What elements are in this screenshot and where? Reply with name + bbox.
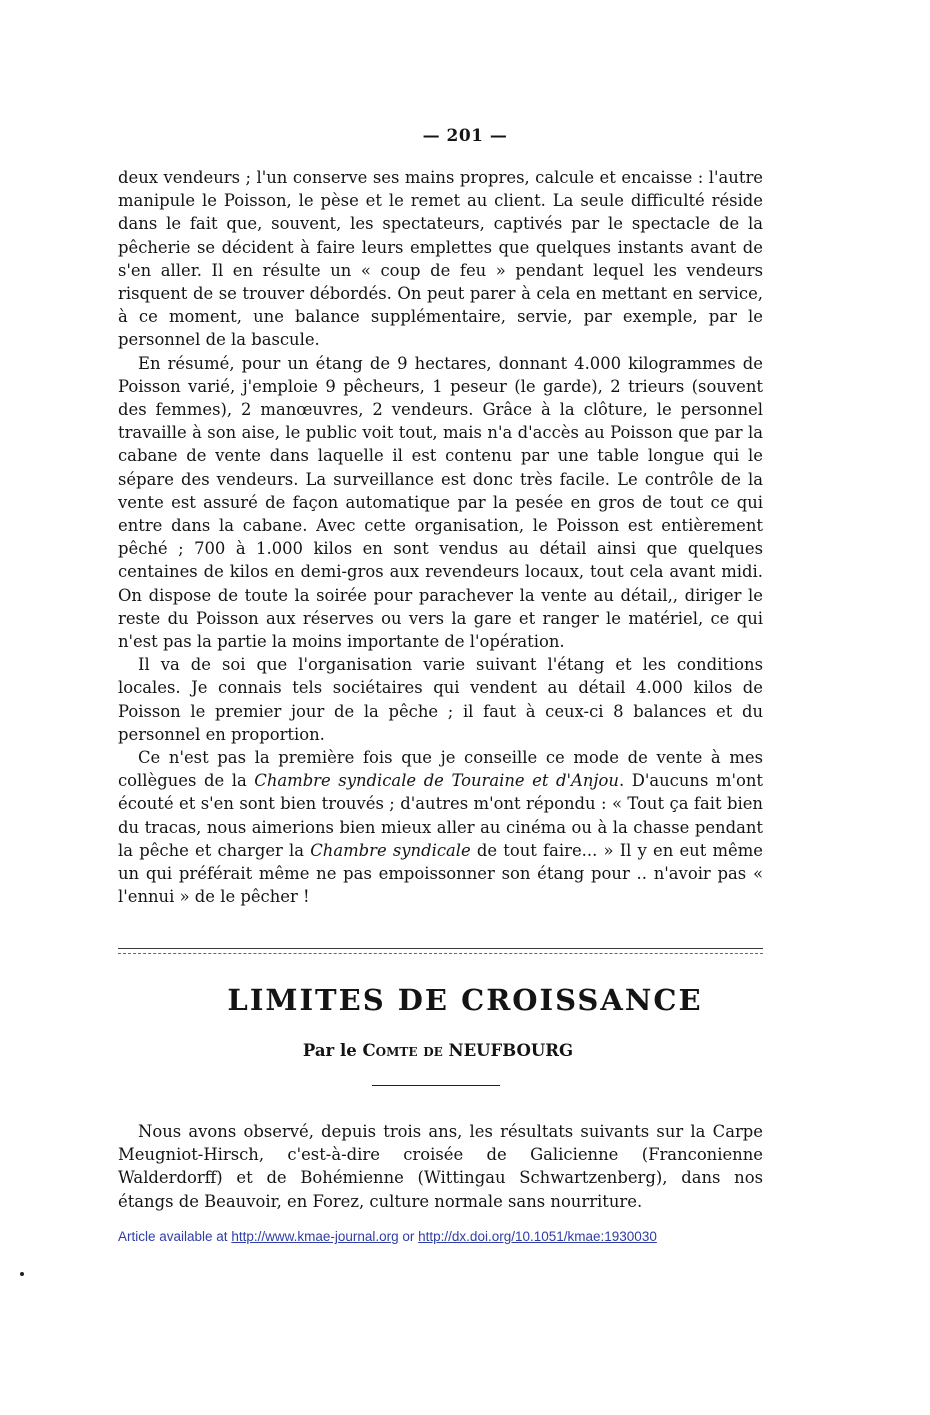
paragraph-1: deux vendeurs ; l'un conserve ses mains propres, calcule et encaisse : l'autre manipule le Poisson, le pèse et le remet au client. La seule difficulté réside dans le fait que, souvent, les spectateurs, captivés par le spectacle de la pêcherie se décident à faire leurs emplettes que quelques instants avant de s'en aller. Il en résulte un « coup de feu » pendant lequel les vendeurs risquent de se trouver débordés. On peut parer à cela en mettant en service, à ce moment, une balance supplémentaire, servie, par exemple, par le personnel de la bascule. xyxy=(118,168,763,350)
article-byline xyxy=(0,1041,876,1060)
section-separator-dashed xyxy=(118,953,763,954)
title-rule xyxy=(372,1085,500,1086)
body-text xyxy=(118,166,763,909)
scan-mark xyxy=(20,1272,24,1276)
chambre-syndicale-short: Chambre syndicale xyxy=(310,840,471,860)
page-number: — 201 — xyxy=(422,126,508,146)
article-title: LIMITES DE CROISSANCE xyxy=(227,983,703,1017)
doi-link[interactable]: http://dx.doi.org/10.1051/kmae:1930030 xyxy=(418,1229,657,1244)
paragraph-4-text-c: de tout faire... » Il y en eut même un qui préférait même ne pas empoissonner son étang pour .. n'avoir pas « l'ennui » de le pêcher ! xyxy=(118,840,763,907)
footer-note xyxy=(118,1229,657,1244)
byline-prefix: Par le xyxy=(302,1041,363,1060)
section-separator xyxy=(118,948,763,949)
footer-middle: or xyxy=(398,1229,419,1244)
paragraph-4-text-a: Ce n'est pas la première fois que je conseille ce mode de vente à mes collègues de la xyxy=(118,748,763,791)
journal-link[interactable]: http://www.kmae-journal.org xyxy=(231,1229,399,1244)
paragraph-2: En résumé, pour un étang de 9 hectares, donnant 4.000 kilogrammes de Poisson varié, j'emploie 9 pêcheurs, 1 peseur (le garde), 2 trieurs (souvent des femmes), 2 manœuvres, 2 vendeurs. Grâce à la clôture, le personnel travaille à son aise, le public voit tout, mais n'a d'accès au Poisson que par la cabane de vente dans laquelle il est contenu par une table longue qui le sépare des vendeurs. La surveillance est donc très facile. Le contrôle de la vente est assuré de façon automatique par la pesée en gros de tout ce qui entre dans la cabane. Avec cette organisation, le Poisson est entièrement pêché ; 700 à 1.000 kilos en sont vendus au détail ainsi que quelques centaines de kilos en demi-gros aux revendeurs locaux, tout cela avant midi. On dispose de toute la soirée pour parachever la vente au détail,, diriger le reste du Poisson aux réserves ou vers la gare et ranger le matériel, ce qui n'est pas la partie la moins importante de l'opération. xyxy=(118,353,763,652)
article-body xyxy=(118,1120,763,1213)
paragraph-3: Il va de soi que l'organisation varie suivant l'étang et les conditions locales. Je connais tels sociétaires qui vendent au détail 4.000 kilos de Poisson le premier jour de la pêche ; il faut à ceux-ci 8 balances et du personnel en proportion. xyxy=(118,655,763,744)
chambre-syndicale-name: Chambre syndicale de Touraine et d'Anjou xyxy=(254,771,619,791)
paragraph-4 xyxy=(118,746,763,908)
byline-title: Comte de xyxy=(362,1041,443,1060)
footer-prefix: Article available at xyxy=(118,1229,232,1244)
byline-name: NEUFBOURG xyxy=(442,1041,574,1060)
article-paragraph-1: Nous avons observé, depuis trois ans, les résultats suivants sur la Carpe Meugniot-Hirsch, c'est-à-dire croisée de Galicienne (Franconienne Walderdorff) et de Bohémienne (Wittingau Schwartzenberg), dans nos étangs de Beauvoir, en Forez, culture normale sans nourriture. xyxy=(118,1122,763,1211)
paragraph-4-text-b: . D'aucuns m'ont écouté et s'en sont bien trouvés ; d'autres m'ont répondu : « Tout ça fait bien du tracas, nous aimerions bien mieux aller au cinéma ou à la chasse pendant la pêche et charger la xyxy=(118,771,763,860)
